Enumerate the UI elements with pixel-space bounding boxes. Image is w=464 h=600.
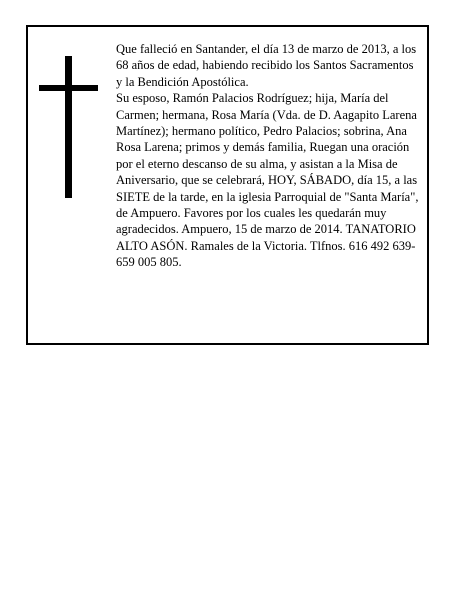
obituary-notice (26, 25, 429, 345)
cross-horizontal-bar (39, 85, 98, 91)
notice-text (116, 41, 420, 271)
cross-vertical-bar (65, 56, 72, 198)
notice-paragraph-family-mass: Su esposo, Ramón Palacios Rodríguez; hija, María del Carmen; hermana, Rosa María (Vda. de D. Aagapito Larena Martínez); hermano político, Pedro Palacios; sobrina, Ana Rosa Larena; primos y demás familia, Ruegan una oración por el eterno descanso de su alma, y asistan a la Misa de Aniversario, que se celebrará, HOY, SÁBADO, día 15, a las SIETE de la tarde, en la iglesia Parroquial de "Santa María", de Ampuero. Favores por los cuales les quedarán muy agradecidos. Ampuero, 15 de marzo de 2014. TANATORIO ALTO ASÓN. Ramales de la Victoria. Tlfnos. 616 492 639-659 005 805. (116, 91, 419, 270)
latin-cross-icon (39, 56, 98, 198)
notice-paragraph-death: Que falleció en Santander, el día 13 de marzo de 2013, a los 68 años de edad, habiendo recibido los Santos Sacramentos y la Bendición Apostólica. (116, 42, 417, 89)
